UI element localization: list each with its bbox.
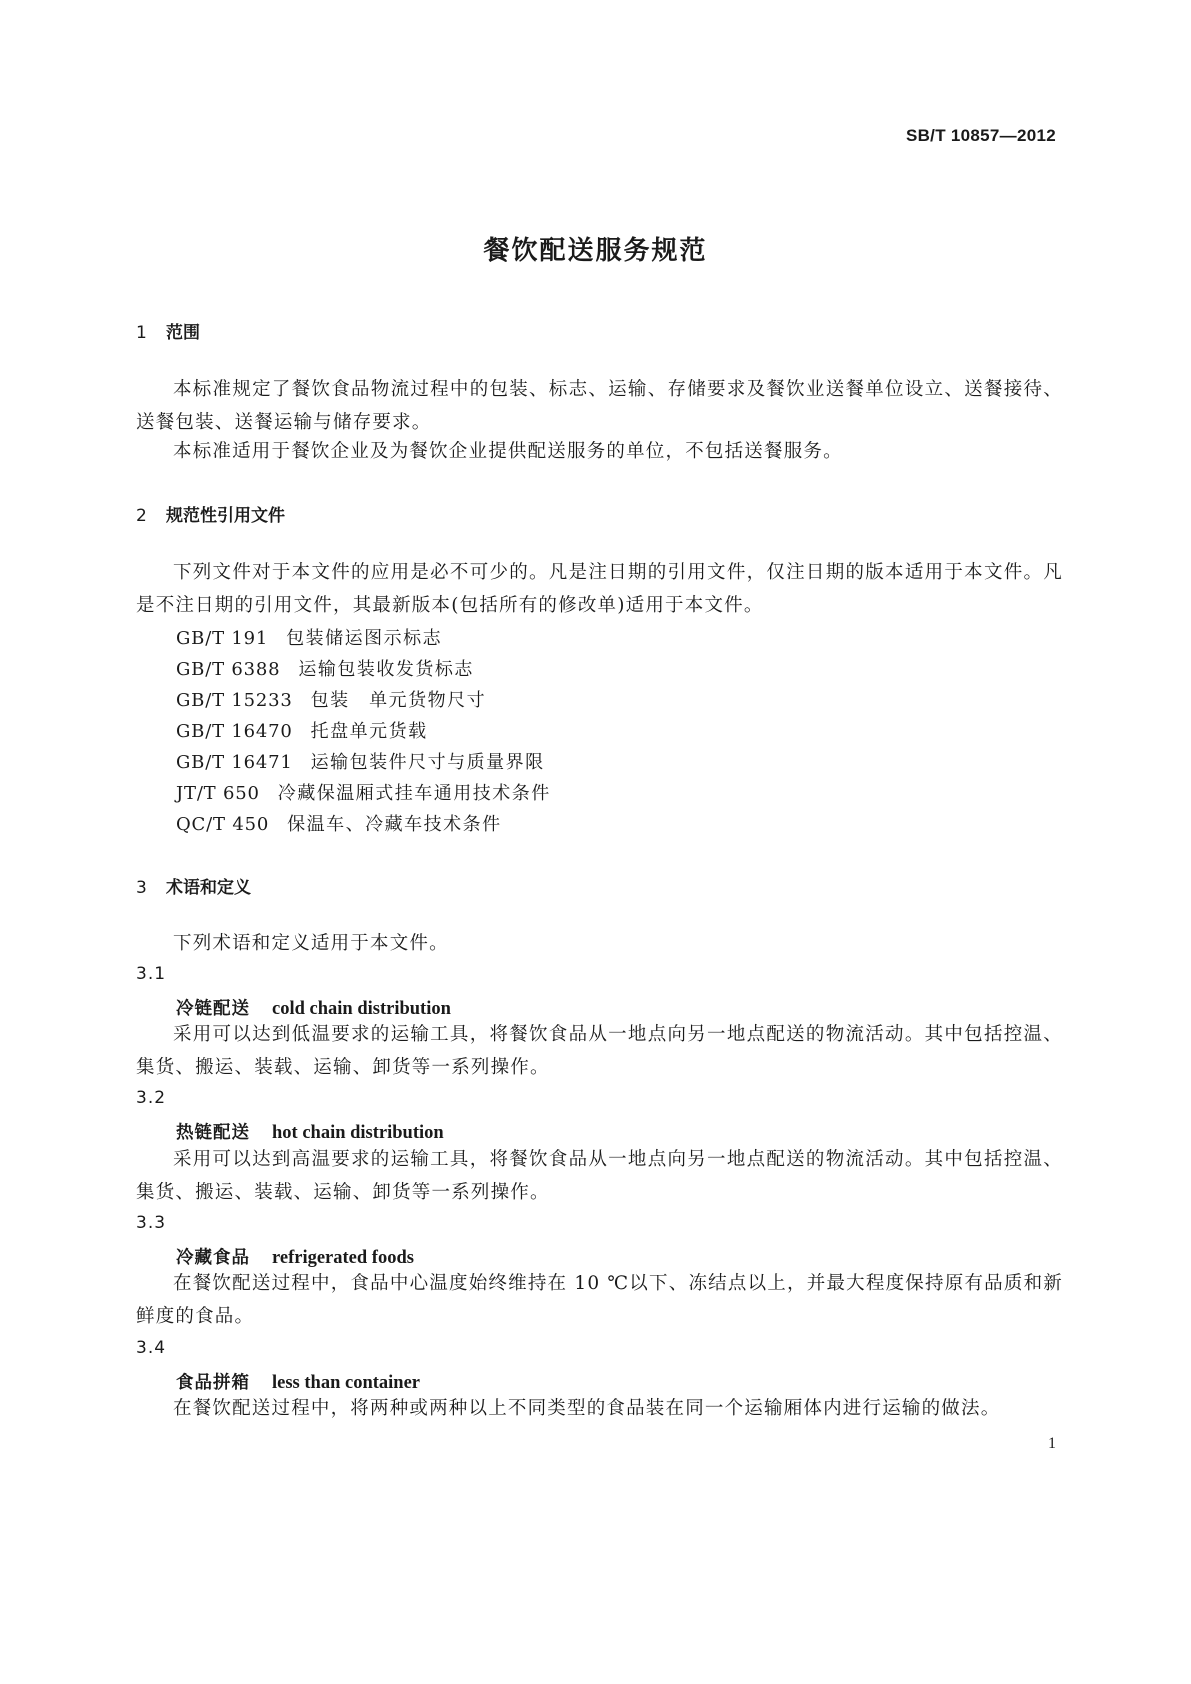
document-title: 餐饮配送服务规范: [483, 236, 708, 266]
term-heading: [176, 995, 451, 1020]
reference-code: JT/T 650: [176, 783, 260, 804]
term-number: 3.1: [136, 964, 167, 984]
term-definition: 在餐饮配送过程中，食品中心温度始终维持在 10 ℃以下、冻结点以上，并最大程度保持原有品质和新鲜度的食品。: [136, 1273, 1063, 1327]
term-zh: 食品拼箱: [176, 1373, 250, 1393]
section-heading-terms: [136, 873, 251, 898]
reference-name: 包装 单元货物尺寸: [310, 690, 487, 711]
section-heading-normative-references: [136, 501, 285, 526]
standard-number: SB/T 10857—2012: [905, 126, 1056, 145]
term-en: refrigerated foods: [272, 1248, 414, 1268]
reference-name: 包装储运图示标志: [286, 628, 443, 649]
reference-code: GB/T 16470: [176, 721, 293, 742]
term-en: cold chain distribution: [272, 999, 451, 1019]
section-number: 2: [136, 506, 147, 526]
term-number: 3.3: [136, 1213, 167, 1233]
section-heading-scope: [136, 318, 200, 343]
term-en: less than container: [272, 1373, 420, 1393]
term-definition: 在餐饮配送过程中，将两种或两种以上不同类型的食品装在同一个运输厢体内进行运输的做法。: [173, 1398, 1001, 1419]
term-zh: 冷链配送: [176, 999, 250, 1019]
terms-intro: 下列术语和定义适用于本文件。: [173, 933, 449, 954]
reference-item: [176, 624, 442, 650]
reference-code: GB/T 6388: [176, 659, 281, 680]
reference-code: GB/T 15233: [176, 690, 293, 711]
references-intro: 下列文件对于本文件的应用是必不可少的。凡是注日期的引用文件，仅注日期的版本适用于本文件。凡是不注日期的引用文件，其最新版本(包括所有的修改单)适用于本文件。: [136, 562, 1063, 616]
reference-code: GB/T 16471: [176, 752, 293, 773]
term-number: 3.4: [136, 1338, 167, 1358]
section-title: 术语和定义: [166, 878, 251, 898]
reference-code: GB/T 191: [176, 628, 269, 649]
reference-item: [176, 686, 486, 712]
term-heading: [176, 1119, 444, 1144]
reference-name: 运输包装件尺寸与质量界限: [310, 752, 545, 773]
section-title: 范围: [166, 323, 200, 343]
term-definition: 采用可以达到高温要求的运输工具，将餐饮食品从一地点向另一地点配送的物流活动。其中包括控温、集货、搬运、装载、运输、卸货等一系列操作。: [136, 1149, 1063, 1203]
reference-code: QC/T 450: [176, 814, 270, 835]
reference-name: 保温车、冷藏车技术条件: [287, 814, 502, 835]
term-definition: 采用可以达到低温要求的运输工具，将餐饮食品从一地点向另一地点配送的物流活动。其中包括控温、集货、搬运、装载、运输、卸货等一系列操作。: [136, 1024, 1063, 1078]
reference-item: [176, 810, 502, 836]
term-zh: 冷藏食品: [176, 1248, 250, 1268]
section-number: 1: [136, 323, 147, 343]
reference-item: [176, 717, 428, 743]
section-number: 3: [136, 878, 147, 898]
reference-item: [176, 655, 474, 681]
scope-paragraph-1: 本标准规定了餐饮食品物流过程中的包装、标志、运输、存储要求及餐饮业送餐单位设立、送餐接待、送餐包装、送餐运输与储存要求。: [136, 379, 1063, 433]
page-number: 1: [1048, 1435, 1056, 1452]
term-heading: [176, 1369, 420, 1394]
reference-name: 冷藏保温厢式挂车通用技术条件: [277, 783, 551, 804]
scope-paragraph-2: 本标准适用于餐饮企业及为餐饮企业提供配送服务的单位，不包括送餐服务。: [173, 441, 843, 462]
reference-name: 托盘单元货载: [310, 721, 428, 742]
section-title: 规范性引用文件: [166, 506, 285, 526]
reference-item: [176, 748, 545, 774]
term-number: 3.2: [136, 1088, 167, 1108]
term-zh: 热链配送: [176, 1123, 250, 1143]
reference-item: [176, 779, 551, 805]
term-en: hot chain distribution: [272, 1123, 444, 1143]
term-heading: [176, 1244, 414, 1269]
reference-name: 运输包装收发货标志: [298, 659, 474, 680]
